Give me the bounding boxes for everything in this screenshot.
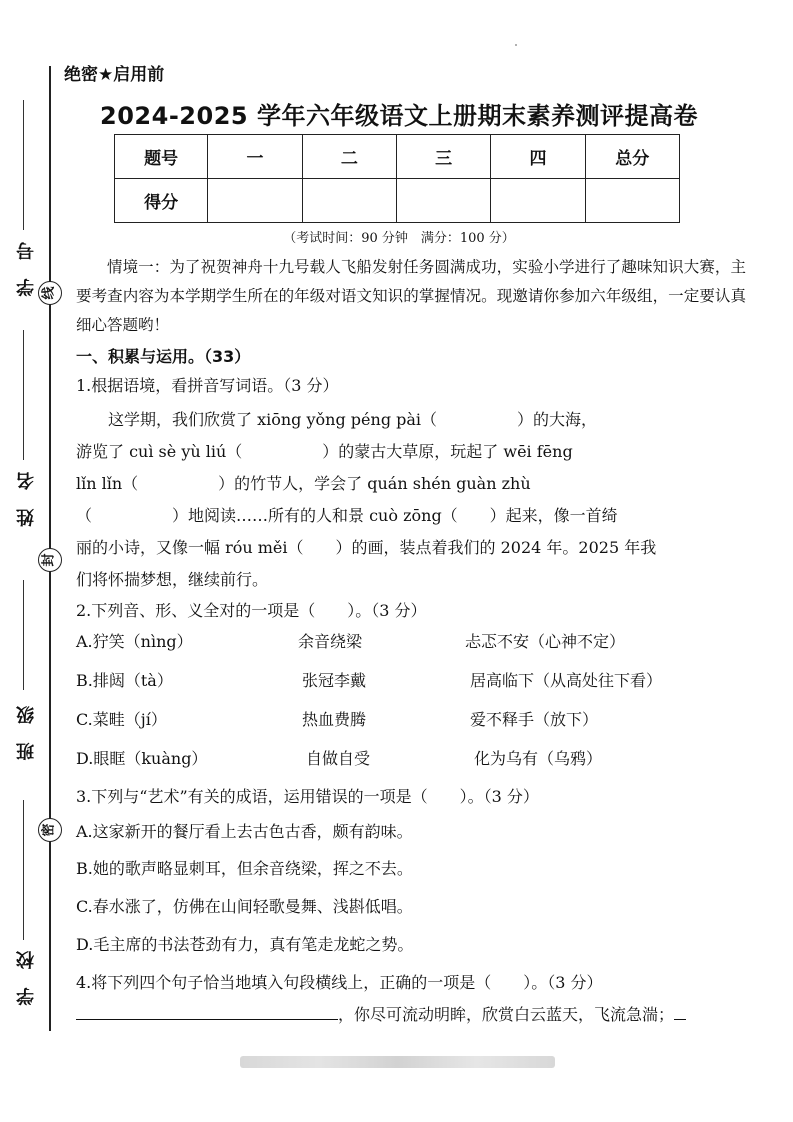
page-title: 2024-2025 学年六年级语文上册期末素养测评提高卷 — [100, 102, 698, 130]
question-1-line[interactable]: lǐn lǐn（ ）的竹节人，学会了 quán shén guàn zhù — [76, 474, 531, 493]
answer-blank[interactable] — [76, 1003, 338, 1020]
question-1-line[interactable]: （ ）地阅读……所有的人和景 cuò zōng（ ）起来，像一首绮 — [76, 506, 618, 525]
question-2-option-word: 余音绕梁 — [298, 632, 363, 651]
question-1-line[interactable]: 这学期，我们欣赏了 xiōng yǒng péng pài（ ）的大海， — [76, 410, 598, 429]
question-2-option[interactable]: A.狞笑（nìng） — [76, 632, 193, 651]
seal-circle-line: 线 — [38, 281, 62, 305]
school-blank[interactable] — [23, 800, 24, 940]
score-table-header-row — [115, 135, 680, 179]
table-cell: 二 — [302, 135, 396, 179]
question-3-option[interactable]: D.毛主席的书法苍劲有力，真有笔走龙蛇之势。 — [76, 935, 414, 954]
question-2-option-word: 居高临下（从高处往下看） — [470, 671, 663, 690]
question-1-line[interactable]: 丽的小诗，又像一幅 róu měi（ ）的画，装点着我们的 2024 年。2025 年我 — [76, 538, 657, 557]
question-3-option[interactable]: A.这家新开的餐厅看上去古色古香，颇有韵味。 — [76, 822, 413, 841]
binding-margin — [0, 0, 62, 1122]
seal-circle-seal: 封 — [38, 548, 62, 572]
class-blank[interactable] — [23, 580, 24, 690]
table-cell: 三 — [396, 135, 490, 179]
score-entry-cell[interactable] — [208, 179, 302, 223]
question-2-option-word: 自做自受 — [306, 749, 371, 768]
question-2-option[interactable]: C.菜畦（jí） — [76, 710, 167, 729]
seal-circle-secret: 密 — [38, 818, 62, 842]
question-2-option[interactable]: D.眼眶（kuàng） — [76, 749, 208, 768]
class-label: 班 级 — [16, 700, 37, 761]
table-cell: 得分 — [115, 179, 208, 223]
table-cell: 题号 — [115, 135, 208, 179]
table-cell: 四 — [491, 135, 585, 179]
question-1-line[interactable]: 游览了 cuì sè yù liú（ ）的蒙古大草原，玩起了 wēi fēng — [76, 442, 573, 461]
question-2-option-word: 化为乌有（乌鸦） — [474, 749, 603, 768]
scan-speck — [515, 44, 517, 46]
exam-info: （考试时间：90 分钟 满分：100 分） — [283, 231, 515, 246]
school-label: 学 校 — [16, 945, 37, 1006]
score-entry-cell[interactable] — [302, 179, 396, 223]
question-4-title: 4.将下列四个句子恰当地填入句段横线上，正确的一项是（ ）。（3 分） — [76, 973, 603, 992]
confidential-mark: 绝密★启用前 — [64, 65, 165, 85]
question-3-option[interactable]: B.她的歌声略显刺耳，但余音绕梁，挥之不去。 — [76, 859, 413, 878]
table-cell: 总分 — [585, 135, 679, 179]
question-4-text: ，你尽可流动明眸，欣赏白云蓝天，飞流急湍； — [338, 1005, 675, 1024]
score-entry-cell[interactable] — [491, 179, 585, 223]
question-2-option-word: 忐忑不安（心神不定） — [465, 632, 626, 651]
score-table — [114, 134, 680, 223]
intro-paragraph: 情境一：为了祝贺神舟十九号载人飞船发射任务圆满成功，实验小学进行了趣味知识大赛，主要考查内容为本学期学生所在的年级对语文知识的掌握情况。现邀请你参加六年级组，一定要认真细心答题哟！ — [76, 258, 746, 334]
section-heading: 一、积累与运用。（33） — [76, 347, 251, 366]
table-cell: 一 — [208, 135, 302, 179]
question-1-title: 1.根据语境，看拼音写词语。（3 分） — [76, 376, 339, 395]
name-blank[interactable] — [23, 330, 24, 460]
question-2-option-word: 热血费腾 — [302, 710, 367, 729]
question-3-title: 3.下列与“艺术”有关的成语，运用错误的一项是（ ）。（3 分） — [76, 787, 539, 806]
student-id-blank[interactable] — [23, 100, 24, 230]
question-1-line: 们将怀揣梦想，继续前行。 — [76, 570, 269, 589]
student-id-label: 学 号 — [16, 236, 37, 297]
score-table-score-row — [115, 179, 680, 223]
question-2-option-word: 爱不释手（放下） — [470, 710, 599, 729]
name-label: 姓 名 — [16, 466, 37, 527]
question-4-fill-line[interactable] — [76, 1002, 756, 1025]
question-2-option-word: 张冠李戴 — [302, 671, 367, 690]
question-2-option[interactable]: B.排闼（tà） — [76, 671, 173, 690]
score-entry-cell[interactable] — [396, 179, 490, 223]
blurred-footer — [240, 1056, 555, 1068]
score-entry-cell[interactable] — [585, 179, 679, 223]
question-2-title: 2.下列音、形、义全对的一项是（ ）。（3 分） — [76, 601, 427, 620]
question-3-option[interactable]: C.春水涨了，仿佛在山间轻歌曼舞、浅斟低唱。 — [76, 897, 413, 916]
answer-blank[interactable] — [674, 1003, 686, 1020]
